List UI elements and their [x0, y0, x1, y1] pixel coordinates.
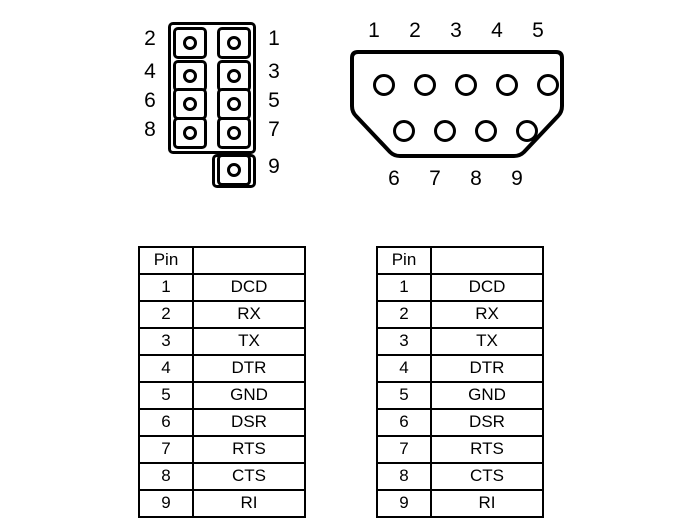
cell-signal: DSR [431, 409, 543, 436]
table-row [139, 301, 305, 328]
table-header-pin: Pin [139, 247, 193, 274]
table-header-row [377, 247, 543, 274]
header-pad-5 [217, 88, 251, 120]
de9-connector [348, 48, 566, 160]
table-row [377, 436, 543, 463]
cell-pin: 1 [377, 274, 431, 301]
cell-signal: RTS [193, 436, 305, 463]
cell-signal: GND [193, 382, 305, 409]
de9-shell-outline [348, 48, 566, 160]
table-row [139, 382, 305, 409]
table-row [139, 436, 305, 463]
cell-pin: 6 [377, 409, 431, 436]
header-pad-8 [173, 117, 207, 149]
table-row [377, 409, 543, 436]
de9-pin-label-3: 3 [450, 19, 462, 42]
de9-hole-7 [434, 120, 456, 142]
pinout-table-right [376, 246, 544, 518]
header-pad-6 [173, 88, 207, 120]
de9-hole-6 [393, 120, 415, 142]
cell-pin: 7 [139, 436, 193, 463]
table-row [139, 328, 305, 355]
cell-signal: RX [431, 301, 543, 328]
de9-hole-8 [475, 120, 497, 142]
cell-pin: 7 [377, 436, 431, 463]
header-pin-label-1: 1 [268, 27, 280, 50]
cell-signal: DSR [193, 409, 305, 436]
cell-pin: 4 [139, 355, 193, 382]
pinout-table-left [138, 246, 306, 518]
header-pin-label-8: 8 [144, 118, 156, 141]
cell-pin: 3 [139, 328, 193, 355]
idc-header-connector [168, 22, 256, 188]
de9-hole-1 [373, 74, 395, 96]
cell-pin: 8 [377, 463, 431, 490]
cell-signal: DTR [193, 355, 305, 382]
de9-pin-label-2: 2 [409, 19, 421, 42]
de9-hole-9 [516, 120, 538, 142]
table-row [139, 490, 305, 517]
cell-pin: 2 [139, 301, 193, 328]
table-row [139, 463, 305, 490]
header-pin-label-5: 5 [268, 89, 280, 112]
table-header-pin: Pin [377, 247, 431, 274]
cell-signal: RI [431, 490, 543, 517]
cell-pin: 8 [139, 463, 193, 490]
header-pin-label-4: 4 [144, 60, 156, 83]
table-header-signal [431, 247, 543, 274]
header-pin-label-2: 2 [144, 27, 156, 50]
header-pad-1 [217, 27, 251, 59]
cell-signal: RX [193, 301, 305, 328]
header-pad-9 [217, 154, 251, 186]
table-header-row [139, 247, 305, 274]
cell-pin: 6 [139, 409, 193, 436]
de9-hole-3 [455, 74, 477, 96]
header-pin-label-6: 6 [144, 89, 156, 112]
de9-pin-label-4: 4 [491, 19, 503, 42]
header-pad-2 [173, 27, 207, 59]
de9-pin-label-9: 9 [511, 167, 523, 190]
cell-signal: GND [431, 382, 543, 409]
cell-pin: 9 [139, 490, 193, 517]
cell-pin: 9 [377, 490, 431, 517]
cell-signal: TX [431, 328, 543, 355]
table-row [377, 463, 543, 490]
cell-pin: 3 [377, 328, 431, 355]
de9-hole-2 [414, 74, 436, 96]
cell-pin: 4 [377, 355, 431, 382]
cell-pin: 2 [377, 301, 431, 328]
table-row [377, 382, 543, 409]
cell-pin: 1 [139, 274, 193, 301]
cell-signal: CTS [431, 463, 543, 490]
table-row [377, 355, 543, 382]
cell-signal: TX [193, 328, 305, 355]
header-pin-label-7: 7 [268, 118, 280, 141]
de9-pin-label-8: 8 [470, 167, 482, 190]
de9-pin-label-5: 5 [532, 19, 544, 42]
cell-pin: 5 [139, 382, 193, 409]
cell-signal: DCD [431, 274, 543, 301]
cell-signal: RTS [431, 436, 543, 463]
table-row [139, 409, 305, 436]
table-header-signal [193, 247, 305, 274]
de9-pin-label-7: 7 [429, 167, 441, 190]
table-row [377, 490, 543, 517]
cell-signal: DTR [431, 355, 543, 382]
cell-signal: DCD [193, 274, 305, 301]
cell-pin: 5 [377, 382, 431, 409]
header-pad-7 [217, 117, 251, 149]
header-pin-label-9: 9 [268, 155, 280, 178]
cell-signal: CTS [193, 463, 305, 490]
table-row [377, 328, 543, 355]
table-row [377, 301, 543, 328]
table-row [377, 274, 543, 301]
de9-pin-label-1: 1 [368, 19, 380, 42]
de9-hole-4 [496, 74, 518, 96]
cell-signal: RI [193, 490, 305, 517]
header-pin-label-3: 3 [268, 60, 280, 83]
de9-pin-label-6: 6 [388, 167, 400, 190]
table-row [139, 355, 305, 382]
de9-hole-5 [537, 74, 559, 96]
table-row [139, 274, 305, 301]
